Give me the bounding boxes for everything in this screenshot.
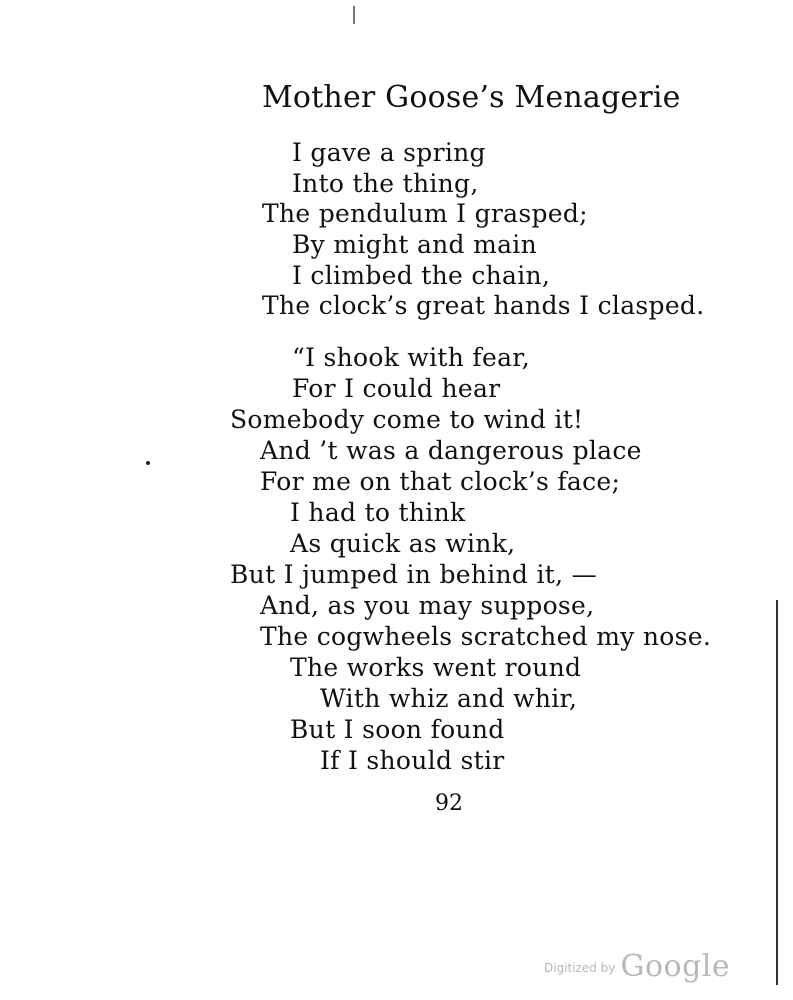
google-logo: Google bbox=[620, 949, 731, 984]
scan-artifact-dot bbox=[146, 461, 150, 465]
poem-line: If I should stir bbox=[320, 746, 505, 775]
poem-line: For me on that clock’s face; bbox=[260, 467, 621, 496]
poem-line: As quick as wink, bbox=[290, 529, 516, 558]
poem-line: And, as you may suppose, bbox=[260, 591, 595, 620]
poem-line: The works went round bbox=[290, 653, 582, 682]
poem-line: Into the thing, bbox=[292, 169, 479, 198]
poem-line: I climbed the chain, bbox=[292, 261, 551, 290]
poem-line: But I jumped in behind it, — bbox=[230, 560, 597, 589]
poem-line: The cogwheels scratched my nose. bbox=[260, 622, 712, 651]
poem-line: I had to think bbox=[290, 498, 466, 527]
poem-line: And ’t was a dangerous place bbox=[260, 436, 642, 465]
page-number: 92 bbox=[435, 791, 463, 816]
poem-line: The clock’s great hands I clasped. bbox=[262, 291, 705, 320]
poem-line: For I could hear bbox=[292, 374, 501, 403]
poem-line: But I soon found bbox=[290, 715, 505, 744]
watermark-prefix: Digitized by bbox=[544, 961, 616, 975]
scan-artifact-edge bbox=[776, 600, 778, 985]
digitized-by-google-watermark bbox=[544, 949, 730, 984]
poem-line: By might and main bbox=[292, 230, 538, 259]
poem-line: I gave a spring bbox=[292, 138, 486, 167]
poem-line: With whiz and whir, bbox=[320, 684, 578, 713]
poem-line: “I shook with fear, bbox=[292, 343, 531, 372]
poem-line: The pendulum I grasped; bbox=[262, 199, 588, 228]
poem-line: Somebody come to wind it! bbox=[230, 405, 584, 434]
running-head: Mother Goose’s Menagerie bbox=[262, 80, 681, 115]
scan-artifact-mark bbox=[353, 6, 355, 24]
